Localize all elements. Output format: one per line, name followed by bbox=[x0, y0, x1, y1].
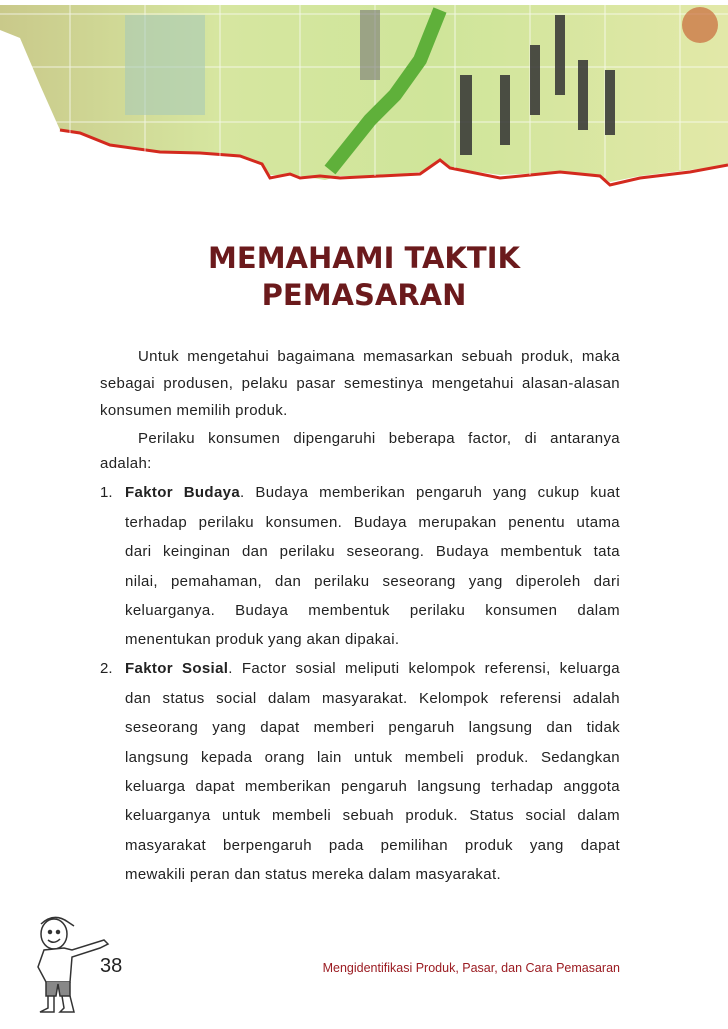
list-item-text: . Budaya memberikan pengaruh yang cukup kuat bbox=[240, 484, 620, 501]
list-line: dari keinginan dan perilaku seseorang. Budaya membentuk tata bbox=[125, 543, 620, 560]
list-line: keluarganya untuk membeli sebuah produk. Status social dalam bbox=[125, 807, 620, 824]
list-line: seseorang yang dapat memberi pengaruh langsung dan tidak bbox=[125, 719, 620, 736]
running-footer-title: Mengidentifikasi Produk, Pasar, dan Cara Pemasaran bbox=[322, 961, 620, 975]
title-line-2: PEMASARAN bbox=[261, 278, 467, 312]
title-line-1: MEMAHAMI TAKTIK bbox=[208, 241, 520, 275]
list-number: 2. bbox=[100, 660, 113, 677]
list-item-text: . Factor sosial meliputi kelompok referensi, keluarga bbox=[228, 660, 620, 677]
list-line: keluarga dapat memberikan pengaruh langsung terhadap anggota bbox=[125, 778, 620, 795]
list-line: masyarakat berpengaruh pada pemilihan produk yang dapat bbox=[125, 837, 620, 854]
list-line: langsung kepada orang lain untuk membeli produk. Sedangkan bbox=[125, 749, 620, 766]
list-line: nilai, pemahaman, dan perilaku seseorang yang diperoleh dari bbox=[125, 573, 620, 590]
list-line: dan status social dalam masyarakat. Kelompok referensi adalah bbox=[125, 690, 620, 707]
paragraph-line: adalah: bbox=[100, 455, 152, 472]
list-line: terhadap perilaku konsumen. Budaya merupakan penentu utama bbox=[125, 514, 620, 531]
header-banner-illustration bbox=[0, 0, 728, 200]
paragraph-line: Perilaku konsumen dipengaruhi beberapa factor, di antaranya bbox=[138, 430, 620, 447]
list-line: menentukan produk yang akan dipakai. bbox=[125, 631, 400, 648]
paragraph-line: sebagai produsen, pelaku pasar semestinya mengetahui alasan-alasan bbox=[100, 375, 620, 392]
list-item-heading: Faktor Sosial bbox=[125, 660, 229, 677]
list-number: 1. bbox=[100, 484, 113, 501]
list-item-first-line bbox=[125, 659, 620, 679]
page-title bbox=[0, 240, 728, 314]
list-item-first-line bbox=[125, 483, 620, 503]
list-line: keluarganya. Budaya membentuk perilaku konsumen dalam bbox=[125, 602, 620, 619]
paragraph-line: konsumen memilih produk. bbox=[100, 402, 288, 419]
page-number: 38 bbox=[100, 955, 123, 977]
paragraph-line: Untuk mengetahui bagaimana memasarkan sebuah produk, maka bbox=[138, 348, 620, 365]
list-line: mewakili peran dan status mereka dalam masyarakat. bbox=[125, 866, 501, 883]
list-item-heading: Faktor Budaya bbox=[125, 484, 241, 501]
